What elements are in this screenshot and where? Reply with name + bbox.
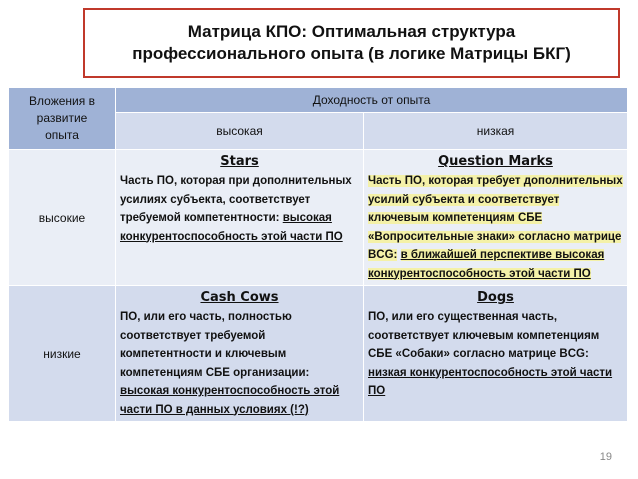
cell-question-marks xyxy=(364,150,628,286)
page-number: 19 xyxy=(599,451,612,463)
row-label-low: низкие xyxy=(9,286,116,422)
cell-stars xyxy=(116,150,364,286)
cell-conclusion-dogs: низкая конкурентоспособность этой части ПО xyxy=(368,366,613,397)
cell-text-dogs: ПО, или его существенная часть, соответствует ключевым компетенциям СБЕ «Собаки» согласно матрице BCG: xyxy=(368,311,600,360)
slide-title-line-2: профессионального опыта (в логике Матрицы БКГ) xyxy=(132,44,571,63)
matrix-row-high xyxy=(9,150,628,286)
cell-text-question-marks: Часть ПО, которая требует дополнительных усилий субъекта и соответствует ключевым компетенциям СБЕ «Вопросительные знаки» согласно матрице BCG: xyxy=(368,175,623,261)
row-label-high: высокие xyxy=(9,150,116,286)
cell-cash-cows xyxy=(116,286,364,422)
slide-title xyxy=(83,8,620,78)
cell-title-stars: Stars xyxy=(220,154,259,169)
cell-title-question-marks: Question Marks xyxy=(438,154,553,169)
corner-header-line-3: опыта xyxy=(45,128,79,142)
corner-header-line-2: развитие xyxy=(36,111,88,125)
matrix-row-low xyxy=(9,286,628,422)
cell-text-cash-cows: ПО, или его часть, полностью соответствует требуемой компетентности и ключевым компетенциям СБЕ организации: xyxy=(120,311,310,379)
slide-title-line-1: Матрица КПО: Оптимальная структура xyxy=(187,22,516,41)
cell-conclusion-question-marks: в ближайшей перспективе высокая конкурентоспособность этой части ПО xyxy=(368,249,605,280)
cell-title-dogs: Dogs xyxy=(477,290,514,305)
col-header-low: низкая xyxy=(364,113,628,150)
cell-conclusion-cash-cows: высокая конкурентоспособность этой части ПО в данных условиях (!?) xyxy=(120,385,340,416)
corner-header xyxy=(9,88,116,150)
cell-title-cash-cows: Cash Cows xyxy=(200,290,279,305)
col-header-high: высокая xyxy=(116,113,364,150)
kpo-matrix-table xyxy=(8,87,628,422)
cell-conclusion-stars: высокая конкурентоспособность этой части ПО xyxy=(120,212,343,243)
cell-text-stars: Часть ПО, которая при дополнительных усилиях субъекта, соответствует требуемой компетентности: xyxy=(120,175,352,224)
top-header: Доходность от опыта xyxy=(116,88,628,113)
cell-dogs xyxy=(364,286,628,422)
header-row-top xyxy=(9,88,628,113)
corner-header-line-1: Вложения в xyxy=(29,94,95,108)
